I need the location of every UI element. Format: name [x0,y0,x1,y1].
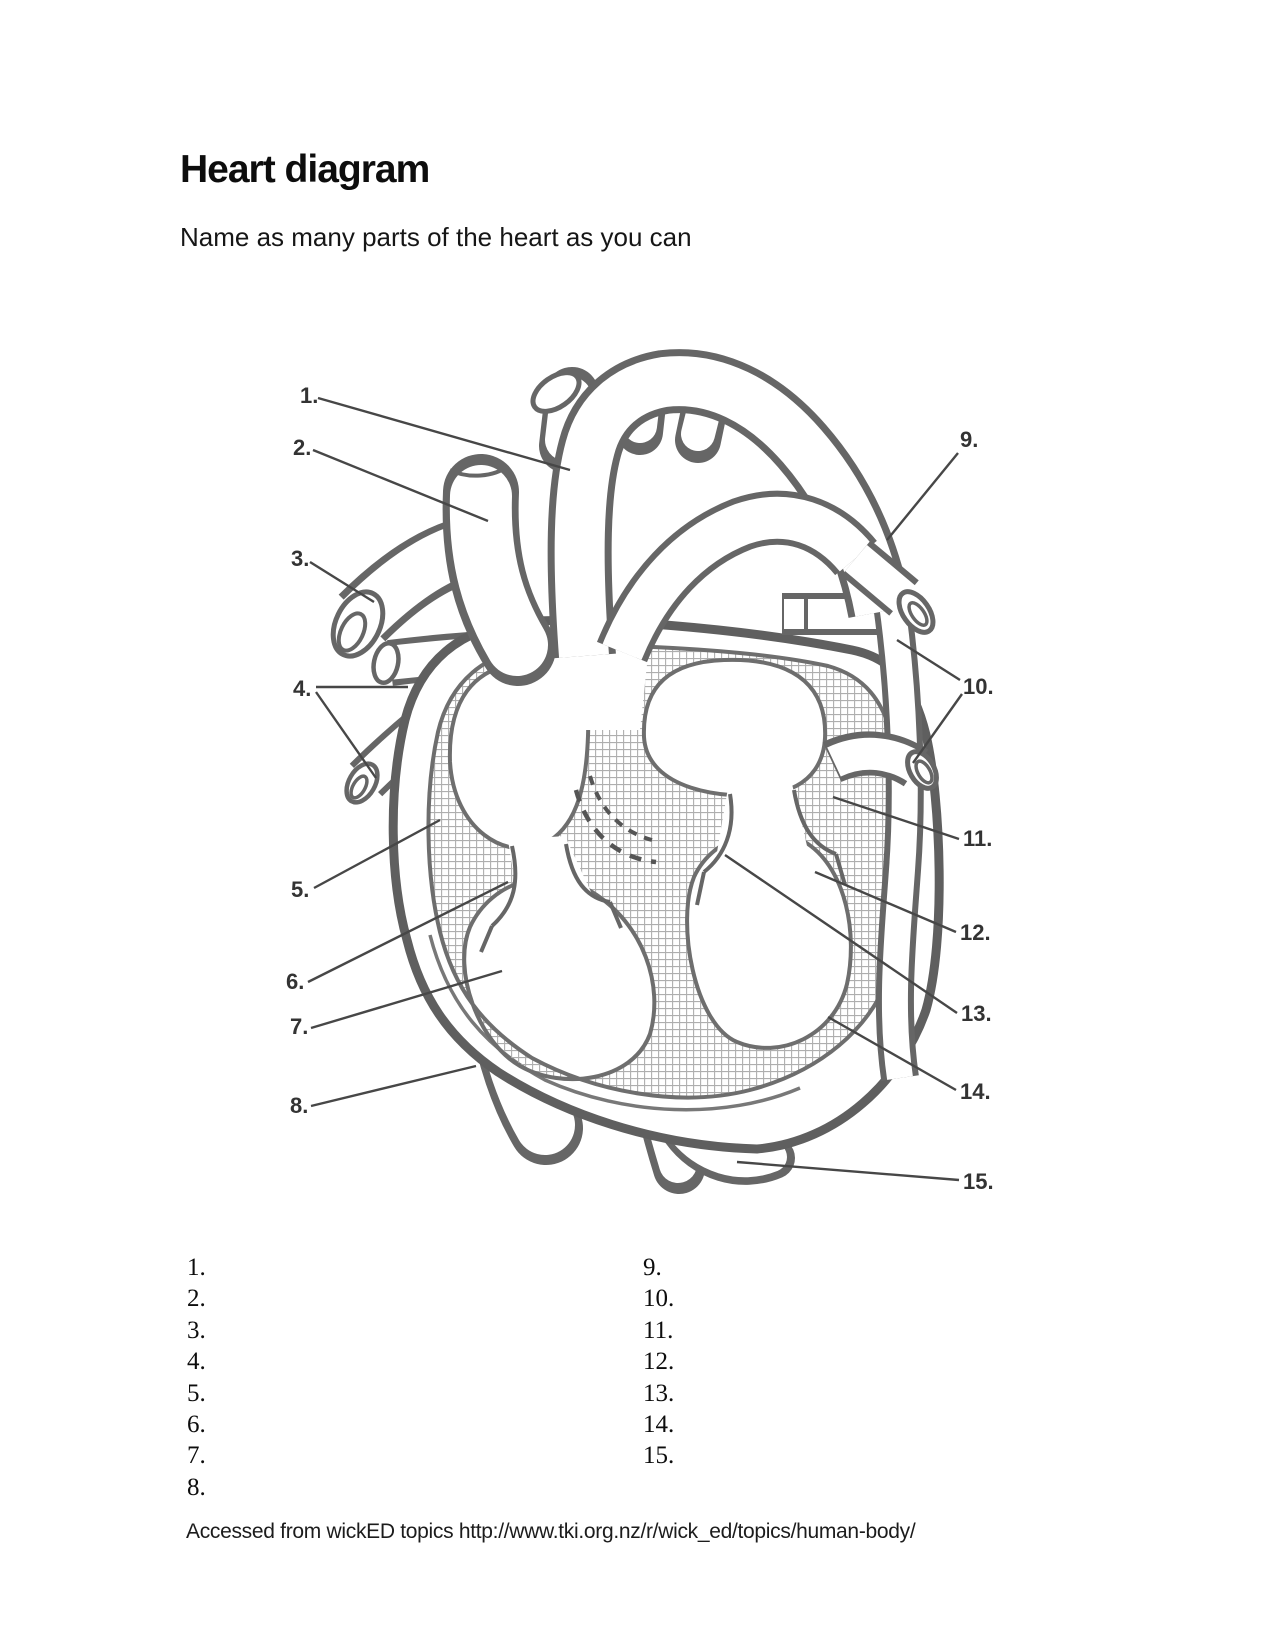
answer-list-left [187,1252,206,1503]
answer-slot-12: 12. [643,1348,675,1376]
diagram-label-text: 14. [960,1079,991,1104]
answer-slot-4: 4. [187,1348,206,1376]
answer-slot-5: 5. [187,1379,206,1407]
diagram-label-text: 5. [291,877,310,902]
diagram-label-text: 7. [290,1014,309,1039]
diagram-label-text: 12. [960,920,991,945]
leader-line [318,398,570,470]
diagram-label-1 [300,383,570,470]
diagram-label-text: 3. [291,546,310,571]
answer-slot-8: 8. [187,1473,206,1501]
heart-artwork [323,365,942,1168]
answer-slot-6: 6. [187,1410,206,1438]
diagram-label-8 [290,1066,476,1118]
diagram-label-text: 4. [293,676,312,701]
answer-slot-10: 10. [643,1285,675,1313]
diagram-label-text: 11. [963,826,993,851]
answer-slot-7: 7. [187,1442,206,1470]
diagram-label-text: 8. [290,1093,309,1118]
answer-slot-11: 11. [643,1316,674,1344]
diagram-label-text: 15. [963,1169,994,1194]
diagram-label-text: 2. [293,435,312,460]
source-attribution: Accessed from wickED topics http://www.tki.org.nz/r/wick_ed/topics/human-body/ [186,1520,916,1543]
answer-slot-9: 9. [643,1254,662,1281]
answer-slot-15: 15. [643,1442,675,1470]
answer-slot-14: 14. [643,1410,675,1438]
diagram-label-text: 10. [963,674,994,699]
page-subtitle: Name as many parts of the heart as you can [180,222,692,252]
diagram-label-text: 13. [961,1001,992,1026]
diagram-label-9 [887,427,978,540]
answer-slot-3: 3. [187,1316,206,1344]
answer-slot-2: 2. [187,1285,206,1313]
answer-list-right [643,1252,674,1472]
answer-slot-13: 13. [643,1379,675,1407]
leader-line [887,453,958,540]
answer-slot-1: 1. [187,1254,206,1281]
diagram-label-text: 6. [286,969,305,994]
diagram-label-text: 9. [960,427,979,452]
diagram-label-text: 1. [300,383,319,408]
leader-line [311,1066,476,1106]
page-title: Heart diagram [180,148,430,191]
leader-line [316,692,376,778]
